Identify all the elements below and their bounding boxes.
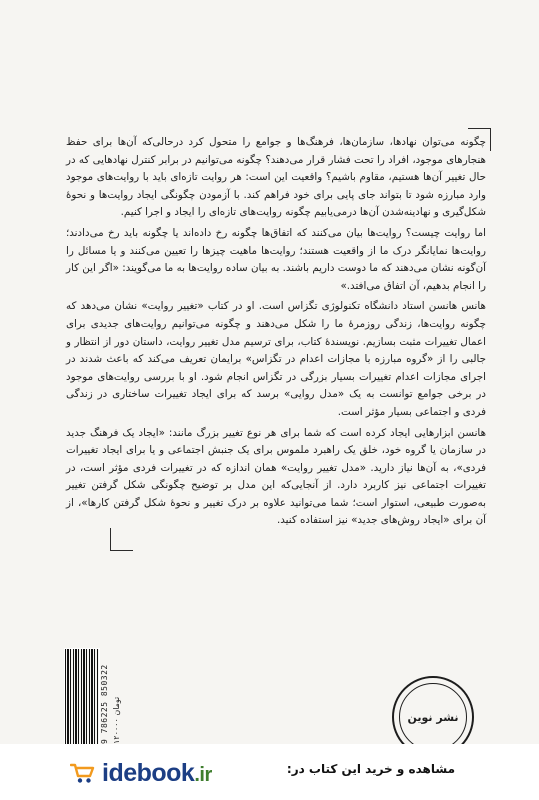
store-banner[interactable] xyxy=(0,744,539,800)
shopping-cart-icon xyxy=(70,762,96,784)
brand-main-text: idebook xyxy=(102,758,195,787)
banner-caption: مشاهده و خرید این کتاب در: xyxy=(286,762,455,776)
barcode-image xyxy=(64,648,100,748)
publisher-logo-text: نشر نوین xyxy=(399,683,467,751)
blurb-paragraph-2: اما روایت چیست؟ روایت‌ها بیان می‌کنند که اتفاق‌ها چگونه رخ داده‌اند یا چگونه باید رخ می‌دادند؛ روایت‌ها نمایانگر درک ما از واقعیت هستند؛ روایت‌ها ماهیت چیزها را تعیین می‌کنند و یا مسائل را آن‌گونه نشان می‌دهند که ما دوست داریم باشند. به بیان ساده روایت‌ها به ما می‌گویند: «اگر این کار را انجام بدهیم، آن اتفاق می‌افتد.» xyxy=(66,226,486,292)
store-brand-link[interactable] xyxy=(70,756,212,790)
brand-tld-text: .ir xyxy=(194,763,212,786)
blurb-paragraph-4: هانسن ابزارهایی ایجاد کرده است که شما برای هر نوع تغییر بزرگ مانند: «ایجاد یک فرهنگ جدید در سازمان یا گروه خود، خلق یک راهبرد ملموس برای یک جنبش اجتماعی و یا برای ایجاد تغییرات فردی»، به آن‌ها نیاز دارید. «مدل تغییر روایت» همان اندازه که در تغییرات فردی مؤثر است، در تغییرات اجتماعی نیز کاربرد دارد. از آنجایی‌که این مدل بر توضیح چگونگی شکل گرفتن تغییر به‌صورت طبیعی، استوار است؛ شما می‌توانید علاوه بر درک تغییر و نحوهٔ شکل گرفتن کارها»، از آن برای «ایجاد روش‌های جدید» نیز استفاده کنید. xyxy=(66,426,486,527)
isbn-number: 9 786225 850322 xyxy=(100,664,109,744)
store-brand-name xyxy=(102,759,212,788)
cover-blurb xyxy=(66,134,486,533)
price-label: ۱۲۰۰۰۰ تومان xyxy=(112,696,121,744)
blurb-paragraph-1: چگونه می‌توان نهادها، سازمان‌ها، فرهنگ‌ها و جوامع را متحول کرد درحالی‌که آن‌ها برای حفظ هنجارهای موجود، افراد را تحت فشار قرار می‌دهند؟ چگونه می‌توانیم در برابر کنترل نهادهایی که در حال تغییر آن‌ها هستیم، مقاوم باشیم؟ واقعیت این است: هر روایت تازه‌ای باید با روایت‌های موجود وارد مبارزه شود تا بتواند جای پایی برای خود فراهم کند. با آزمودن چگونگی ایجاد روایت‌ها و نحوهٔ شکل‌گیری و نهادینه‌شدن آن‌ها درمی‌یابیم چگونه روایت‌های تازه‌ای را ایجاد و اجرا کنیم. xyxy=(66,136,486,219)
blurb-paragraph-3: هانس هانسن استاد دانشگاه تکنولوژی تگزاس است. او در کتاب «تغییر روایت» نشان می‌دهد که چگونه روایت‌ها، زندگی روزمرهٔ ما را شکل می‌دهند و چگونه می‌توانیم روایت‌های جدیدی برای اعمال تغییرات مثبت بسازیم. نویسندهٔ کتاب، برای ترسیم مدل تغییر روایت، داستان دور از انتظار و جالبی را از «گروه مبارزه با مجازات اعدام در تگزاس» برایمان تعریف می‌کند که باعث شدند در اجرای مجازات اعدام تغییرات بسیار بزرگی در تگزاس انجام شود. او با بررسی روایت‌های موجود در برخی جوامع توانست به یک «مدل روایی» برسد که برای ایجاد تغییرات ساختاری در زندگی فردی و اجتماعی بسیار مؤثر است. xyxy=(66,300,486,418)
